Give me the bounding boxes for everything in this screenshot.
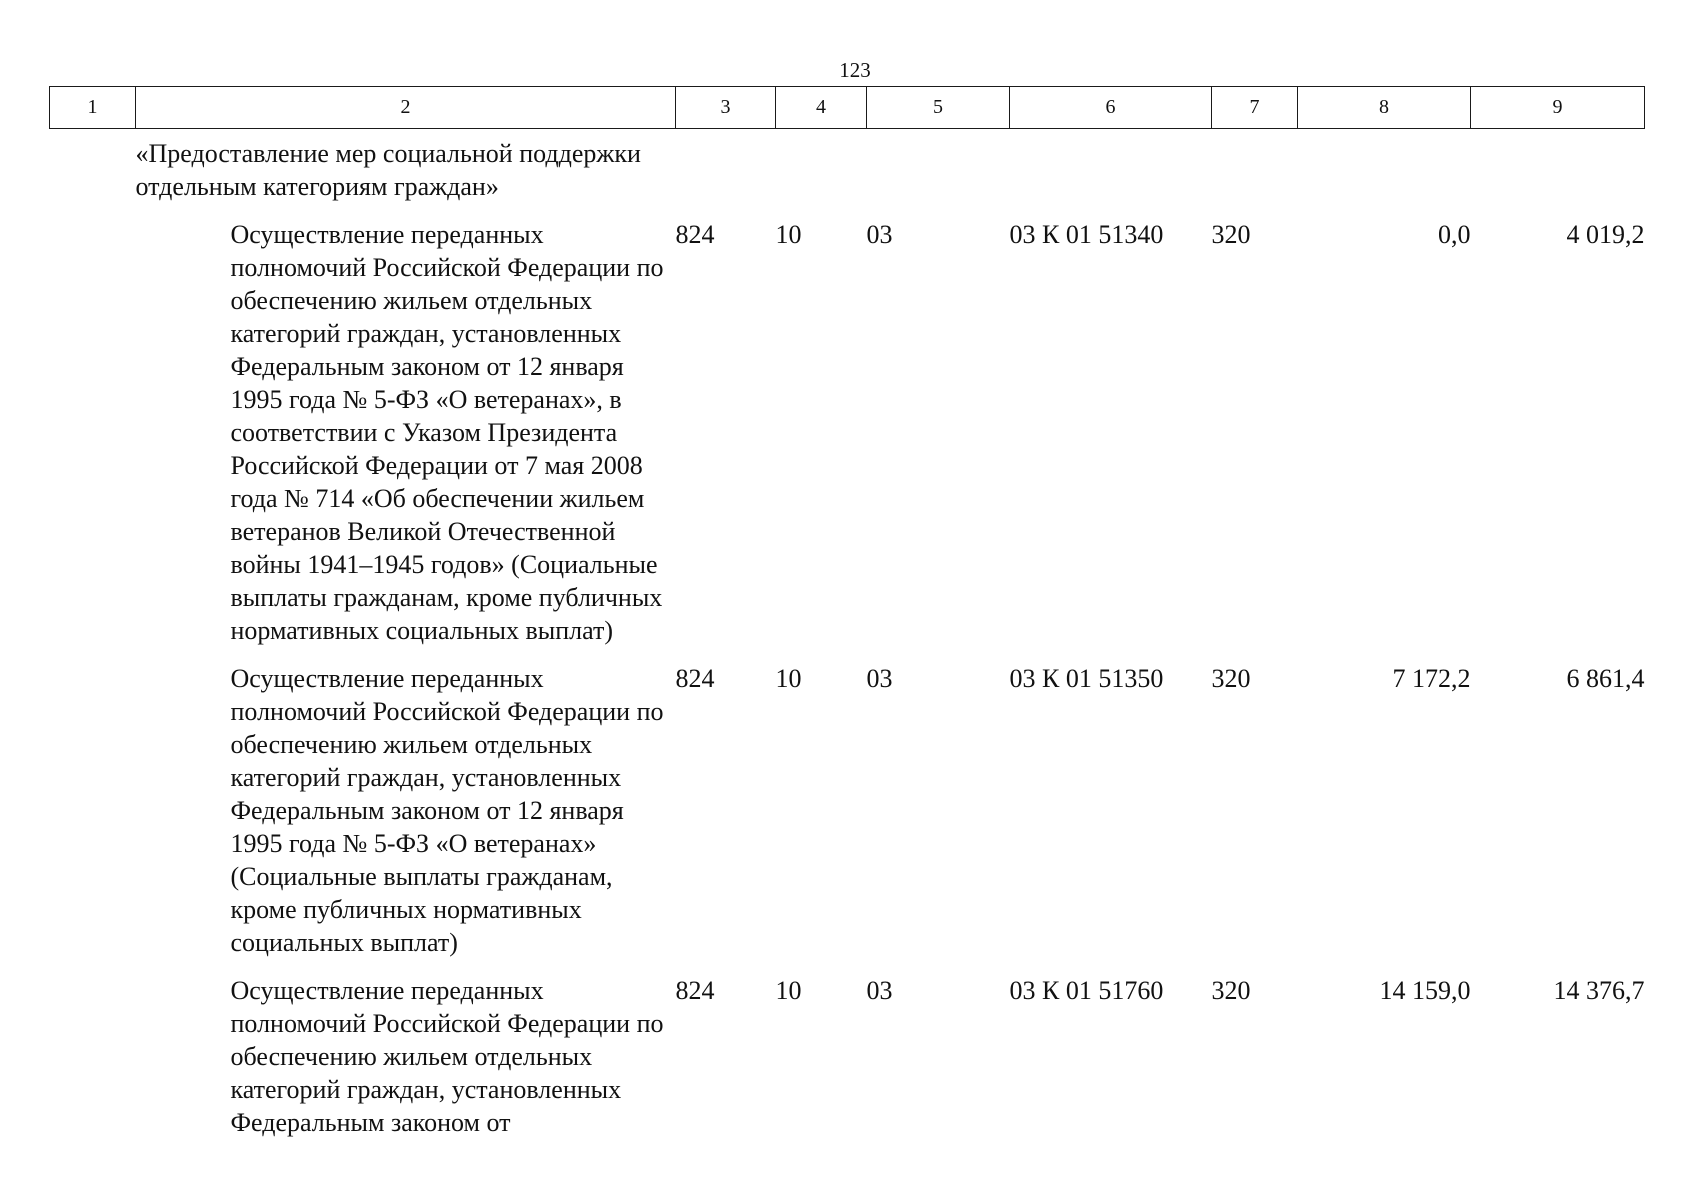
amount-year-1: 0,0 [1438, 220, 1471, 249]
table-header [50, 87, 1645, 129]
target-article-code: 03 К 01 51350 [1009, 664, 1164, 693]
subsection-code [867, 129, 1010, 219]
amount-year-1: 14 159,0 [1379, 976, 1471, 1005]
column-header-5: 5 [867, 87, 1010, 129]
table-row [50, 662, 1645, 974]
target-article-code: 03 К 01 51760 [1009, 976, 1164, 1005]
item-name: Осуществление переданных полномочий Российской Федерации по обеспечению жильем отдельных категорий граждан, установленных Федеральным законом от 12 января 1995 года № 5-ФЗ «О ветеранах», в соответствии с Указом Президента Российской Федерации от 7 мая 2008 года № 714 «Об обеспечении жильем ветеранов Великой Отечественной войны 1941–1945 годов» (Социальные выплаты гражданам, кроме публичных нормативных социальных выплат) [230, 220, 664, 645]
column-header-7: 7 [1212, 87, 1298, 129]
amount-year-2: 6 861,4 [1566, 664, 1645, 693]
expense-type-code: 320 [1211, 220, 1251, 249]
column-header-3: 3 [676, 87, 776, 129]
amount-year-2 [1471, 129, 1645, 219]
item-name: «Предоставление мер социальной поддержки отдельным категориям граждан» [135, 139, 641, 201]
budget-table [49, 86, 1645, 1154]
table-row [50, 129, 1645, 219]
item-name: Осуществление переданных полномочий Российской Федерации по обеспечению жильем отдельных категорий граждан, установленных Федеральным законом от [230, 976, 664, 1137]
amount-year-2: 4 019,2 [1566, 220, 1645, 249]
table-row [50, 974, 1645, 1154]
table-row [50, 218, 1645, 662]
column-number-row [50, 87, 1645, 129]
amount-year-2: 14 376,7 [1553, 976, 1645, 1005]
section-code: 10 [775, 976, 802, 1005]
expense-type-code: 320 [1211, 976, 1251, 1005]
column-header-4: 4 [776, 87, 867, 129]
item-name: Осуществление переданных полномочий Российской Федерации по обеспечению жильем отдельных категорий граждан, установленных Федеральным законом от 12 января 1995 года № 5-ФЗ «О ветеранах» (Социальные выплаты гражданам, кроме публичных нормативных социальных выплат) [230, 664, 664, 957]
ministry-code [676, 129, 776, 219]
table-body [50, 129, 1645, 1155]
ministry-code: 824 [675, 220, 715, 249]
row-number-cell [50, 218, 136, 662]
row-number-cell [50, 129, 136, 219]
expense-type-code: 320 [1211, 664, 1251, 693]
amount-year-1: 7 172,2 [1392, 664, 1471, 693]
amount-year-1 [1298, 129, 1471, 219]
expense-type-code [1212, 129, 1298, 219]
column-header-8: 8 [1298, 87, 1471, 129]
column-header-2: 2 [136, 87, 676, 129]
column-header-1: 1 [50, 87, 136, 129]
section-code [776, 129, 867, 219]
row-number-cell [50, 662, 136, 974]
subsection-code: 03 [866, 976, 893, 1005]
subsection-code: 03 [866, 664, 893, 693]
ministry-code: 824 [675, 664, 715, 693]
subsection-code: 03 [866, 220, 893, 249]
ministry-code: 824 [675, 976, 715, 1005]
page-number: 123 [839, 58, 871, 82]
target-article-code: 03 К 01 51340 [1009, 220, 1164, 249]
section-code: 10 [775, 664, 802, 693]
row-number-cell [50, 974, 136, 1154]
target-article-code [1010, 129, 1212, 219]
section-code: 10 [775, 220, 802, 249]
column-header-6: 6 [1010, 87, 1212, 129]
column-header-9: 9 [1471, 87, 1645, 129]
